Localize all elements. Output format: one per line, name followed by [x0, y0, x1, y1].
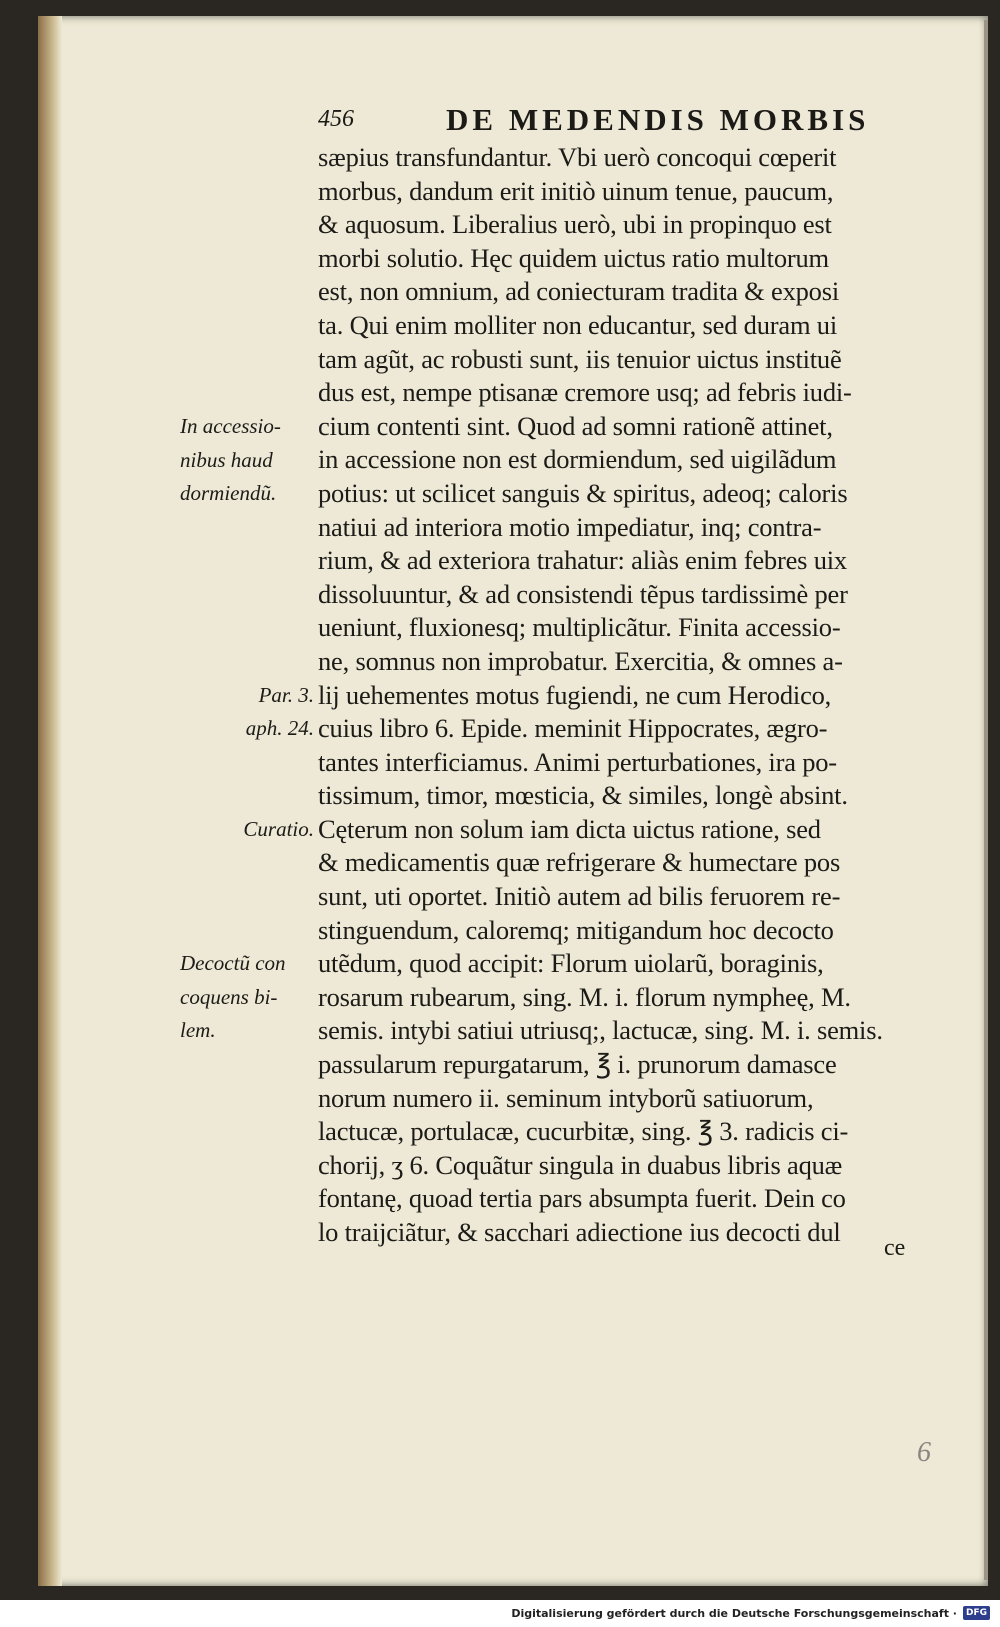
text-line: cium contenti sint. Quod ad somni rationẽ attinet, [318, 410, 833, 441]
text-line: potius: ut scilicet sanguis & spiritus, adeoq; caloris [318, 477, 848, 508]
marginal-note-decoctum: Decoctũ con [180, 951, 286, 975]
text-line: tantes interficiamus. Animi perturbationes, ira po- [318, 746, 837, 777]
text-line: cuius libro 6. Epide. meminit Hippocrates, ægro- [318, 713, 828, 744]
text-line: ne, somnus non improbatur. Exercitia, & omnes a- [318, 645, 843, 676]
text-line: norum numero ii. seminum intyborũ satiuorum, [318, 1082, 814, 1113]
text-line: tam agũt, ac robusti sunt, iis tenuior uictus instituẽ [318, 343, 842, 374]
catchword: ce [884, 1235, 906, 1261]
page-fore-edge [984, 20, 988, 1580]
text-line: semis. intybi satiui utriusq;, lactucæ, sing. M. i. semis. [318, 1015, 883, 1046]
text-line: lactucæ, portulacæ, cucurbitæ, sing. ℥ 3. radicis ci- [318, 1116, 849, 1147]
text-line: dissoluuntur, & ad consistendi tẽpus tardissimè per [318, 578, 848, 609]
marginal-note-decoctum: lem. [180, 1018, 216, 1042]
marginal-note-curatio: Curatio. [243, 817, 314, 841]
marginal-note-reference: aph. 24. [245, 716, 314, 740]
text-line: natiui ad interiora motio impediatur, inq; contra- [318, 511, 822, 542]
text-line: utẽdum, quod accipit: Florum uiolarũ, boraginis, [318, 948, 824, 979]
marginal-note-reference: Par. 3. [258, 683, 314, 707]
marginal-note-accessio: dormiendũ. [180, 481, 277, 505]
dfg-logo: DFG [963, 1606, 990, 1620]
page-header [318, 100, 878, 142]
text-line: fontanę, quoad tertia pars absumpta fuerit. Dein co [318, 1183, 846, 1214]
text-line: est, non omnium, ad coniecturam tradita & exposi [318, 276, 840, 307]
text-line: sunt, uti oportet. Initiò autem ad bilis feruorem re- [318, 881, 841, 912]
text-line: & medicamentis quæ refrigerare & humectare pos [318, 847, 841, 878]
text-line: lo traijciãtur, & sacchari adiectione ius decocti dul [318, 1217, 841, 1247]
marginal-note-accessio: In accessio- [180, 414, 281, 438]
page-number: 456 [318, 106, 354, 132]
text-line: chorij, ʒ 6. Coquãtur singula in duabus libris aquæ [318, 1149, 843, 1180]
text-line: passularum repurgatarum, ℥ i. prunorum damasce [318, 1049, 837, 1080]
text-line: sæpius transfundantur. Vbi uerò concoqui cœperit [318, 142, 837, 172]
text-line: morbus, dandum erit initiò uinum tenue, paucum, [318, 175, 834, 206]
footer-banner [511, 1603, 990, 1623]
text-line: tissimum, timor, mœsticia, & similes, longè absint. [318, 780, 848, 811]
footer-credit: Digitalisierung gefördert durch die Deutsche Forschungsgemeinschaft · [511, 1606, 957, 1620]
marginal-note-decoctum: coquens bi- [180, 985, 278, 1009]
text-line: rosarum rubearum, sing. M. i. florum nympheę, M. [318, 981, 851, 1012]
running-title: DE MEDENDIS MORBIS [446, 102, 870, 137]
text-line: ueniunt, fluxionesq; multiplicãtur. Finita accessio- [318, 612, 841, 643]
text-line: ta. Qui enim molliter non educantur, sed duram ui [318, 309, 838, 340]
main-text-block [318, 141, 928, 1250]
pencil-mark: 6 [917, 1437, 931, 1468]
text-line: rium, & ad exteriora trahatur: aliàs enim febres uix [318, 545, 847, 576]
text-line: stinguendum, caloremq; mitigandum hoc decocto [318, 914, 834, 945]
text-line: lij uehementes motus fugiendi, ne cum Herodico, [318, 679, 832, 710]
text-line: & aquosum. Liberalius uerò, ubi in propinquo est [318, 209, 832, 240]
text-line: in accessione non est dormiendum, sed uigilãdum [318, 444, 837, 475]
marginal-note-accessio: nibus haud [180, 448, 273, 472]
page-gutter [38, 16, 62, 1586]
text-line: Cęterum non solum iam dicta uictus ratione, sed [318, 813, 821, 844]
text-line: dus est, nempe ptisanæ cremore usq; ad febris iudi- [318, 377, 852, 408]
text-line: morbi solutio. Hęc quidem uictus ratio multorum [318, 242, 829, 273]
